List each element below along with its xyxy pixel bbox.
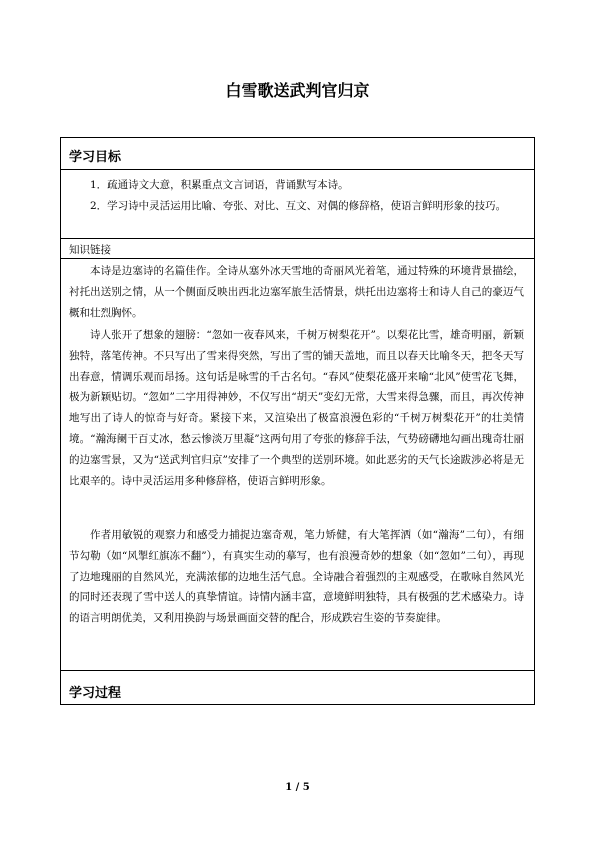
objective-item: 1．疏通诗文大意，积累重点文言词语，背诵默写本诗。: [90, 179, 349, 191]
document-title: 白雪歌送武判官归京: [225, 81, 370, 100]
process-heading: 学习过程: [69, 686, 122, 701]
knowledge-paragraph: 作者用敏锐的观察力和感受力捕捉边塞奇观，笔力矫健，有大笔挥洒（如“瀚海”二句），有细节勾勒（如“风掣红旗冻不翻”），有真实生动的摹写，也有浪漫奇妙的想象（如“忽如”二句），再现了边地瑰丽的自然风光，充满浓郁的边地生活气息。全诗融合着强烈的主观感受，在歌咏自然风光的同时还表现了雪中送人的真挚情谊。诗情内涵丰富，意境鲜明独特，具有极强的艺术感染力。诗的语言明朗优美，又利用换韵与场景画面交替的配合，形成跌宕生姿的节奏旋律。: [69, 529, 524, 625]
divider: [61, 169, 534, 170]
knowledge-heading: 知识链接: [69, 244, 111, 256]
divider: [61, 670, 534, 671]
objectives-heading: 学习目标: [69, 150, 122, 165]
knowledge-paragraph: 本诗是边塞诗的名篇佳作。全诗从塞外冰天雪地的奇丽风光着笔，通过特殊的环境背景描绘，衬托出送别之情，从一个侧面反映出西北边塞军旅生活情景，烘托出边塞将士和诗人自己的豪迈气概和壮烈胸怀。: [69, 265, 524, 319]
study-table: [60, 137, 535, 705]
objective-item: 2．学习诗中灵活运用比喻、夸张、对比、互文、对偶的修辞格，使语言鲜明形象的技巧。: [90, 200, 507, 212]
divider: [61, 238, 534, 239]
page-number: 1 / 5: [285, 782, 310, 793]
knowledge-paragraph: 诗人张开了想象的翅膀：“忽如一夜春风来，千树万树梨花开”。以梨花比雪，雄奇明丽，新颖独特，落笔传神。不只写出了雪来得突然，写出了雪的铺天盖地，而且以春天比喻冬天，把冬天写出春意，情调乐观而昂扬。这句话是咏雪的千古名句。“春风”使梨花盛开来喻“北风”使雪花飞舞，极为新颖贴切。“忽如”二字用得神妙，不仅写出“胡天”变幻无常，大雪来得急骤，而且，再次传神地写出了诗人的惊奇与好奇。紧接下来，又渲染出了极富浪漫色彩的“千树万树梨花开”的壮美情境。“瀚海阑干百丈冰，愁云惨淡万里凝”这两句用了夸张的修辞手法，气势磅礴地勾画出瑰奇壮丽的边塞雪景，又为“送武判官归京”安排了一个典型的送别环境。如此恶劣的天气长途跋涉必将是无比艰辛的。诗中灵活运用多种修辞格，使语言鲜明形象。: [69, 329, 524, 487]
divider: [61, 258, 534, 259]
